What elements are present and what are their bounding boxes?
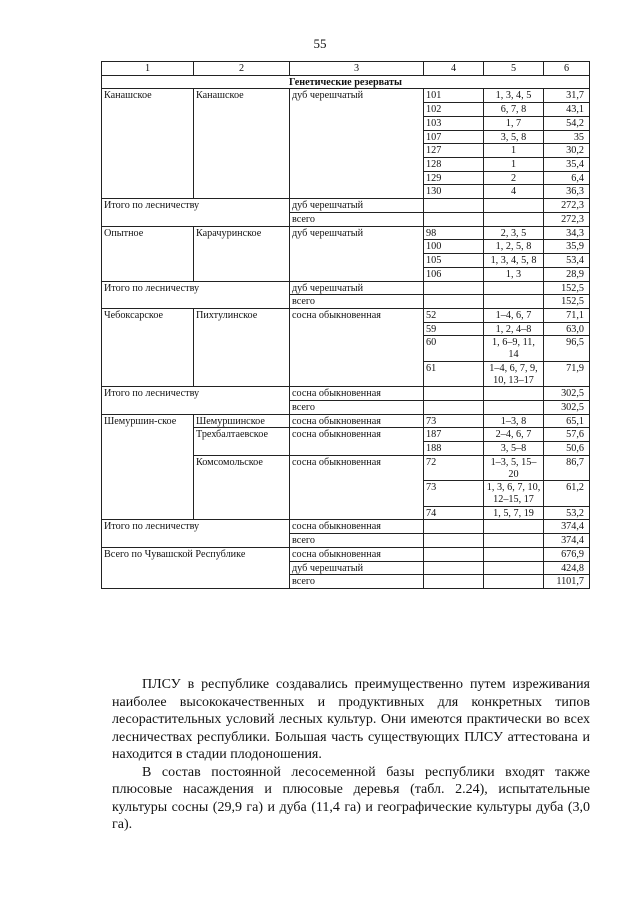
empty-cell: [424, 534, 484, 548]
area-value: 31,7: [544, 89, 590, 103]
area-value: 57,6: [544, 428, 590, 442]
plot-numbers: 1–4, 6, 7, 9, 10, 13–17: [484, 361, 544, 386]
species: всего: [290, 212, 424, 226]
block-number: 61: [424, 361, 484, 386]
district-name: Канашское: [194, 89, 290, 199]
forestry-name: Опытное: [102, 226, 194, 281]
area-value: 374,4: [544, 520, 590, 534]
block-number: 127: [424, 144, 484, 158]
empty-cell: [484, 534, 544, 548]
area-value: 28,9: [544, 267, 590, 281]
column-number: 3: [290, 62, 424, 76]
table-row: [102, 547, 590, 561]
table-row: [102, 414, 590, 428]
table-row: [102, 281, 590, 295]
area-value: 71,1: [544, 308, 590, 322]
area-value: 1101,7: [544, 575, 590, 589]
area-value: 152,5: [544, 295, 590, 309]
forestry-total-label: Итого по лесничеству: [102, 199, 290, 226]
area-value: 35,9: [544, 240, 590, 254]
area-value: 676,9: [544, 547, 590, 561]
area-value: 6,4: [544, 171, 590, 185]
block-number: 129: [424, 171, 484, 185]
area-value: 34,3: [544, 226, 590, 240]
area-value: 50,6: [544, 442, 590, 456]
forestry-name: Канашское: [102, 89, 194, 199]
species: дуб черешчатый: [290, 281, 424, 295]
block-number: 130: [424, 185, 484, 199]
empty-cell: [484, 212, 544, 226]
block-number: 106: [424, 267, 484, 281]
area-value: 35: [544, 130, 590, 144]
column-number: 5: [484, 62, 544, 76]
species: дуб черешчатый: [290, 561, 424, 575]
block-number: 101: [424, 89, 484, 103]
empty-cell: [424, 295, 484, 309]
empty-cell: [424, 520, 484, 534]
species: дуб черешчатый: [290, 226, 424, 281]
area-value: 424,8: [544, 561, 590, 575]
plot-numbers: 3, 5–8: [484, 442, 544, 456]
area-value: 302,5: [544, 387, 590, 401]
body-text: [112, 676, 590, 834]
block-number: 98: [424, 226, 484, 240]
area-value: 54,2: [544, 116, 590, 130]
empty-cell: [424, 387, 484, 401]
plot-numbers: 6, 7, 8: [484, 103, 544, 117]
area-value: 152,5: [544, 281, 590, 295]
empty-cell: [424, 547, 484, 561]
block-number: 103: [424, 116, 484, 130]
plot-numbers: 1, 3, 6, 7, 10, 12–15, 17: [484, 481, 544, 506]
area-value: 36,3: [544, 185, 590, 199]
block-number: 102: [424, 103, 484, 117]
block-number: 60: [424, 336, 484, 361]
area-value: 272,3: [544, 212, 590, 226]
plot-numbers: 1, 6–9, 11, 14: [484, 336, 544, 361]
species: сосна обыкновенная: [290, 455, 424, 520]
plot-numbers: 1, 3, 4, 5, 8: [484, 254, 544, 268]
plot-numbers: 1–3, 8: [484, 414, 544, 428]
table-row: [102, 308, 590, 322]
empty-cell: [484, 547, 544, 561]
column-number: 2: [194, 62, 290, 76]
block-number: 105: [424, 254, 484, 268]
plot-numbers: 1, 3, 4, 5: [484, 89, 544, 103]
plot-numbers: 1, 2, 4–8: [484, 322, 544, 336]
empty-cell: [484, 281, 544, 295]
forestry-total-label: Итого по лесничеству: [102, 281, 290, 308]
table-row: [102, 75, 590, 89]
species: дуб черешчатый: [290, 89, 424, 199]
species: сосна обыкновенная: [290, 414, 424, 428]
species: всего: [290, 400, 424, 414]
plot-numbers: 2: [484, 171, 544, 185]
forestry-name: Чебоксарское: [102, 308, 194, 386]
plot-numbers: 1, 3: [484, 267, 544, 281]
section-title: Генетические резерваты: [102, 75, 590, 89]
empty-cell: [484, 295, 544, 309]
plot-numbers: 1, 7: [484, 116, 544, 130]
area-value: 302,5: [544, 400, 590, 414]
species: сосна обыкновенная: [290, 428, 424, 455]
species: сосна обыкновенная: [290, 308, 424, 386]
empty-cell: [424, 199, 484, 213]
table-row: [102, 62, 590, 76]
area-value: 61,2: [544, 481, 590, 506]
species: сосна обыкновенная: [290, 387, 424, 401]
district-name: Шемуршинское: [194, 414, 290, 428]
area-value: 86,7: [544, 455, 590, 480]
block-number: 73: [424, 414, 484, 428]
paragraph: ПЛСУ в республике создавались преимущественно путем изреживания наиболее высококачественных и продуктивных для конкретных типов лесорастительных условий лесных культур. Они имеются практически во всех лесничествах республики. Большая часть существующих ПЛСУ аттестована и находится в стадии плодоношения.: [112, 677, 590, 762]
genetic-reserves-table: [101, 61, 590, 589]
species: всего: [290, 575, 424, 589]
plot-numbers: 1–3, 5, 15–20: [484, 455, 544, 480]
plot-numbers: 2–4, 6, 7: [484, 428, 544, 442]
block-number: 59: [424, 322, 484, 336]
species: сосна обыкновенная: [290, 520, 424, 534]
empty-cell: [484, 561, 544, 575]
area-value: 53,4: [544, 254, 590, 268]
plot-numbers: 4: [484, 185, 544, 199]
plot-numbers: 2, 3, 5: [484, 226, 544, 240]
empty-cell: [424, 281, 484, 295]
area-value: 53,2: [544, 506, 590, 520]
page-number: 55: [313, 36, 327, 51]
block-number: 100: [424, 240, 484, 254]
block-number: 52: [424, 308, 484, 322]
species: всего: [290, 295, 424, 309]
area-value: 374,4: [544, 534, 590, 548]
table-row: [102, 89, 590, 103]
empty-cell: [484, 575, 544, 589]
plot-numbers: 3, 5, 8: [484, 130, 544, 144]
species: сосна обыкновенная: [290, 547, 424, 561]
empty-cell: [424, 400, 484, 414]
empty-cell: [484, 199, 544, 213]
area-value: 35,4: [544, 158, 590, 172]
district-name: Пихтулинское: [194, 308, 290, 386]
plot-numbers: 1: [484, 144, 544, 158]
area-value: 30,2: [544, 144, 590, 158]
area-value: 272,3: [544, 199, 590, 213]
plot-numbers: 1: [484, 158, 544, 172]
empty-cell: [484, 387, 544, 401]
area-value: 71,9: [544, 361, 590, 386]
republic-total-label: Всего по Чувашской Республике: [102, 547, 290, 588]
area-value: 43,1: [544, 103, 590, 117]
species: всего: [290, 534, 424, 548]
forestry-total-label: Итого по лесничеству: [102, 387, 290, 414]
district-name: Комсомольское: [194, 455, 290, 520]
area-value: 63,0: [544, 322, 590, 336]
district-name: Карачуринское: [194, 226, 290, 281]
species: дуб черешчатый: [290, 199, 424, 213]
column-number: 1: [102, 62, 194, 76]
empty-cell: [484, 520, 544, 534]
plot-numbers: 1–4, 6, 7: [484, 308, 544, 322]
column-number: 6: [544, 62, 590, 76]
empty-cell: [484, 400, 544, 414]
block-number: 128: [424, 158, 484, 172]
table-row: [102, 226, 590, 240]
empty-cell: [424, 561, 484, 575]
table-row: [102, 199, 590, 213]
block-number: 74: [424, 506, 484, 520]
plot-numbers: 1, 2, 5, 8: [484, 240, 544, 254]
block-number: 187: [424, 428, 484, 442]
area-value: 96,5: [544, 336, 590, 361]
block-number: 73: [424, 481, 484, 506]
column-number: 4: [424, 62, 484, 76]
block-number: 72: [424, 455, 484, 480]
table-row: [102, 387, 590, 401]
plot-numbers: 1, 5, 7, 19: [484, 506, 544, 520]
forestry-name: Шемуршин-ское: [102, 414, 194, 520]
table-row: [102, 520, 590, 534]
block-number: 188: [424, 442, 484, 456]
district-name: Трехбалтаевское: [194, 428, 290, 455]
paragraph: В состав постоянной лесосеменной базы республики входят также плюсовые насаждения и плюсовые деревья (табл. 2.24), испытательные культуры сосны (29,9 га) и дуба (11,4 га) и географические культуры дуба (3,0 га).: [112, 764, 590, 832]
area-value: 65,1: [544, 414, 590, 428]
block-number: 107: [424, 130, 484, 144]
empty-cell: [424, 575, 484, 589]
forestry-total-label: Итого по лесничеству: [102, 520, 290, 547]
empty-cell: [424, 212, 484, 226]
